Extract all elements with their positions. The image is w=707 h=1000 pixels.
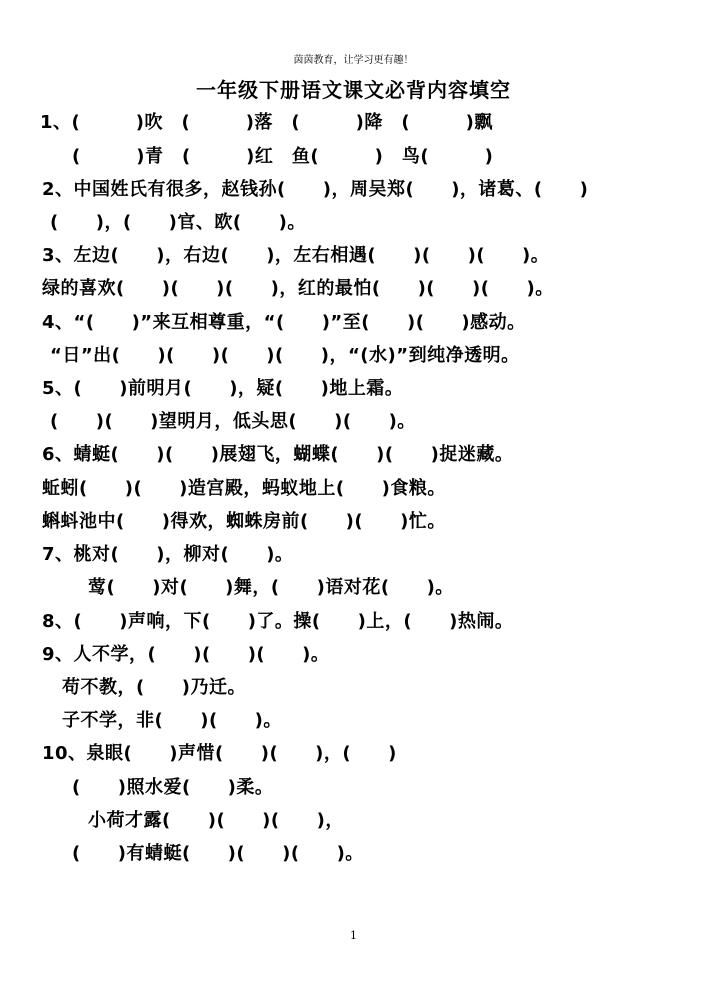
exercise-line-20: 10、泉眼( )声惜( )( )，( )	[42, 743, 397, 764]
page-header: 茵茵教育，让学习更有趣！	[293, 55, 414, 66]
exercise-line-16: 8、( )声响，下( )了。操( )上，( )热闹。	[42, 611, 514, 632]
exercise-line-10: ( )( )望明月，低头思( )( )。	[50, 411, 416, 432]
exercise-line-15: 莺( )对( )舞，( )语对花( )。	[88, 577, 454, 598]
exercise-line-23: ( )有蜻蜓( )( )( )。	[72, 843, 364, 864]
exercise-line-4: ( )，( )官、欧( )。	[50, 212, 306, 233]
exercise-line-7: 4、“( )”来互相尊重，“( )”至( )( )感动。	[42, 312, 526, 333]
page-number: 1	[350, 929, 357, 942]
exercise-line-12: 蚯蚓( )( )造宫殿，蚂蚁地上( )食粮。	[42, 478, 446, 499]
exercise-line-11: 6、蜻蜓( )( )展翅飞，蝴蝶( )( )捉迷藏。	[42, 444, 514, 465]
exercise-line-21: ( )照水爱( )柔。	[72, 777, 274, 798]
exercise-line-14: 7、桃对( )，柳对( )。	[42, 544, 294, 565]
exercise-line-18: 苟不教，( )乃迁。	[62, 677, 246, 698]
exercise-line-17: 9、人不学，( )( )( )。	[42, 644, 330, 665]
exercise-line-22: 小荷才露( )( )( )，	[88, 810, 344, 831]
exercise-line-13: 蝌蚪池中( )得欢，蜘蛛房前( )( )忙。	[42, 511, 446, 532]
exercise-line-1: 1、( )吹 ( )落 ( )降 ( )飘	[40, 112, 493, 133]
page-title: 一年级下册语文课文必背内容填空	[196, 78, 511, 102]
exercise-line-5: 3、左边( )，右边( )，左右相遇( )( )( )。	[42, 245, 550, 266]
exercise-line-2: ( )青 ( )红 鱼( ) 鸟( )	[72, 146, 494, 167]
exercise-line-6: 绿的喜欢( )( )( )，红的最怕( )( )( )。	[42, 278, 554, 299]
exercise-line-8: “日”出( )( )( )( )，“(水)”到纯净透明。	[50, 345, 520, 366]
exercise-line-3: 2、中国姓氏有很多，赵钱孙( )，周吴郑( )，诸葛、( )	[42, 179, 589, 200]
exercise-line-19: 子不学，非( )( )。	[62, 710, 282, 731]
exercise-line-9: 5、( )前明月( )，疑( )地上霜。	[42, 378, 404, 399]
